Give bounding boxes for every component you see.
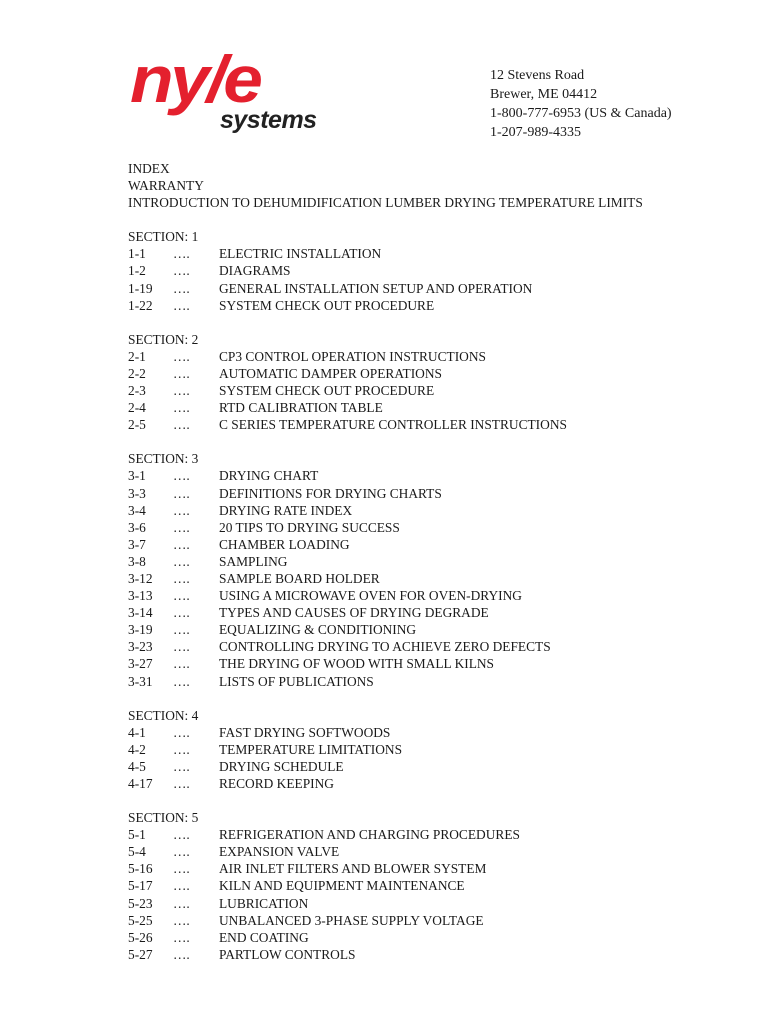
section-heading: SECTION: 1	[128, 229, 199, 245]
toc-entry-number: 4-2	[128, 741, 146, 757]
toc-entry-number: 3-19	[128, 622, 153, 638]
address-city: Brewer, ME 04412	[490, 87, 598, 102]
toc-entry-number: 4-17	[128, 776, 153, 791]
toc-entry-title: SAMPLE BOARD HOLDER	[219, 570, 380, 586]
toc-entry-leader: ….	[173, 605, 190, 621]
logo-wordmark: ny/e	[130, 42, 260, 116]
toc-entry	[128, 485, 748, 502]
toc-entry-title: AUTOMATIC DAMPER OPERATIONS	[219, 365, 442, 381]
toc-entry	[128, 519, 748, 536]
toc-entry-title: RTD CALIBRATION TABLE	[219, 400, 383, 416]
toc-entry-number: 2-4	[128, 400, 146, 416]
table-of-contents	[128, 160, 748, 963]
toc-entry-title: 20 TIPS TO DRYING SUCCESS	[219, 519, 400, 535]
section-heading: SECTION: 4	[128, 707, 199, 723]
toc-entry-leader: ….	[173, 622, 190, 638]
toc-entry-title: SYSTEM CHECK OUT PROCEDURE	[219, 383, 435, 399]
toc-entry-leader: ….	[173, 502, 190, 518]
toc-entry	[128, 775, 748, 792]
toc-entry-number: 1-1	[128, 246, 146, 262]
toc-entry-title: DRYING SCHEDULE	[219, 758, 344, 774]
toc-entry-leader: ….	[173, 383, 190, 399]
toc-entry-number: 3-13	[128, 588, 153, 604]
toc-entry-leader: ….	[173, 895, 190, 911]
section-spacer	[128, 690, 748, 707]
toc-entry-number: 5-26	[128, 929, 153, 945]
toc-entry-leader: ….	[173, 827, 190, 843]
toc-entry-leader: ….	[173, 878, 190, 894]
toc-entry	[128, 399, 748, 416]
toc-index: INDEX	[128, 161, 170, 176]
toc-entry-leader: ….	[173, 365, 190, 381]
toc-entry	[128, 621, 748, 638]
toc-entry-leader: ….	[173, 776, 190, 791]
toc-entry-title: EXPANSION VALVE	[219, 844, 340, 860]
toc-entry	[128, 502, 748, 519]
toc-entry-title: LUBRICATION	[219, 895, 309, 911]
toc-entry	[128, 536, 748, 553]
toc-entry-title: C SERIES TEMPERATURE CONTROLLER INSTRUCTIONS	[219, 417, 567, 433]
toc-entry-number: 3-14	[128, 605, 153, 621]
toc-entry-leader: ….	[173, 553, 190, 569]
address-phone-tollfree: 1-800-777-6953 (US & Canada)	[490, 106, 672, 121]
toc-entry-leader: ….	[173, 536, 190, 552]
toc-entry-number: 3-3	[128, 485, 146, 501]
toc-entry	[128, 365, 748, 382]
toc-entry-number: 3-23	[128, 639, 153, 655]
toc-entry-leader: ….	[173, 280, 190, 296]
toc-entry	[128, 245, 748, 262]
toc-entry-title: DIAGRAMS	[219, 263, 291, 279]
toc-entry	[128, 895, 748, 912]
toc-entry	[128, 843, 748, 860]
toc-entry-title: KILN AND EQUIPMENT MAINTENANCE	[219, 878, 465, 894]
toc-entry-leader: ….	[173, 246, 190, 262]
toc-entry-leader: ….	[173, 297, 190, 313]
toc-entry-number: 3-6	[128, 519, 146, 535]
toc-entry-number: 4-5	[128, 758, 146, 774]
toc-entry-leader: ….	[173, 758, 190, 774]
toc-entry-number: 5-1	[128, 827, 146, 843]
toc-entry	[128, 297, 748, 314]
company-logo	[130, 42, 335, 138]
toc-entry-title: RECORD KEEPING	[219, 776, 334, 791]
toc-entry	[128, 860, 748, 877]
toc-entry-number: 3-4	[128, 502, 146, 518]
logo-subtitle: systems	[220, 106, 317, 134]
toc-entry-leader: ….	[173, 400, 190, 416]
section-spacer	[128, 211, 748, 228]
toc-entry-title: EQUALIZING & CONDITIONING	[219, 622, 417, 638]
toc-entry-number: 4-1	[128, 724, 146, 740]
toc-entry-number: 3-31	[128, 673, 153, 689]
company-address	[490, 66, 672, 142]
toc-entry-title: SYSTEM CHECK OUT PROCEDURE	[219, 297, 435, 313]
section-spacer	[128, 433, 748, 450]
toc-entry-leader: ….	[173, 912, 190, 928]
toc-entry-leader: ….	[173, 656, 190, 672]
toc-entry-title: CP3 CONTROL OPERATION INSTRUCTIONS	[219, 348, 486, 364]
toc-entry	[128, 741, 748, 758]
toc-warranty: WARRANTY	[128, 178, 204, 194]
toc-entry-title: REFRIGERATION AND CHARGING PROCEDURES	[219, 827, 520, 843]
toc-entry-title: PARTLOW CONTROLS	[219, 946, 356, 962]
toc-entry	[128, 724, 748, 741]
toc-entry-number: 3-1	[128, 468, 146, 484]
toc-entry-title: ELECTRIC INSTALLATION	[219, 246, 382, 262]
toc-entry	[128, 280, 748, 297]
toc-entry-title: TYPES AND CAUSES OF DRYING DEGRADE	[219, 605, 489, 621]
toc-entry-leader: ….	[173, 588, 190, 604]
section-spacer	[128, 792, 748, 809]
toc-entry-number: 5-17	[128, 878, 153, 894]
toc-entry-title: UNBALANCED 3-PHASE SUPPLY VOLTAGE	[219, 912, 484, 928]
section-heading: SECTION: 2	[128, 331, 199, 347]
toc-entry-leader: ….	[173, 724, 190, 740]
section-heading: SECTION: 3	[128, 451, 199, 467]
toc-entry	[128, 382, 748, 399]
toc-entry-number: 5-4	[128, 844, 146, 860]
toc-entry-title: TEMPERATURE LIMITATIONS	[219, 741, 403, 757]
toc-entry-number: 1-2	[128, 263, 146, 279]
toc-entry-leader: ….	[173, 570, 190, 586]
toc-entry-title: DRYING CHART	[219, 468, 319, 484]
toc-entry	[128, 587, 748, 604]
toc-entry-leader: ….	[173, 468, 190, 484]
toc-entry-number: 3-27	[128, 656, 153, 672]
toc-introduction: INTRODUCTION TO DEHUMIDIFICATION LUMBER DRYING TEMPERATURE LIMITS	[128, 195, 643, 211]
toc-entry	[128, 912, 748, 929]
toc-entry-title: GENERAL INSTALLATION SETUP AND OPERATION	[219, 280, 533, 296]
toc-entry-number: 2-3	[128, 383, 146, 399]
toc-entry	[128, 946, 748, 963]
toc-entry	[128, 262, 748, 279]
toc-entry	[128, 758, 748, 775]
address-phone-local: 1-207-989-4335	[490, 125, 581, 140]
toc-entry-title: LISTS OF PUBLICATIONS	[219, 673, 374, 689]
toc-entry	[128, 929, 748, 946]
toc-entry	[128, 638, 748, 655]
toc-entry-title: SAMPLING	[219, 553, 288, 569]
toc-entry-leader: ….	[173, 929, 190, 945]
toc-entry-number: 2-5	[128, 417, 146, 433]
toc-entry	[128, 826, 748, 843]
toc-entry-leader: ….	[173, 673, 190, 689]
toc-entry-leader: ….	[173, 348, 190, 364]
toc-entry-title: DEFINITIONS FOR DRYING CHARTS	[219, 485, 442, 501]
toc-entry	[128, 604, 748, 621]
toc-entry-title: CONTROLLING DRYING TO ACHIEVE ZERO DEFECTS	[219, 639, 551, 655]
toc-entry-number: 3-7	[128, 536, 146, 552]
section-heading: SECTION: 5	[128, 810, 199, 826]
toc-entry	[128, 553, 748, 570]
toc-entry	[128, 655, 748, 672]
address-street: 12 Stevens Road	[490, 68, 585, 83]
toc-entry-title: FAST DRYING SOFTWOODS	[219, 724, 391, 740]
toc-entry-number: 2-2	[128, 365, 146, 381]
toc-entry-number: 1-22	[128, 297, 153, 313]
toc-entry-number: 5-23	[128, 895, 153, 911]
toc-entry-leader: ….	[173, 946, 190, 962]
toc-entry-leader: ….	[173, 417, 190, 433]
toc-entry-title: USING A MICROWAVE OVEN FOR OVEN-DRYING	[219, 588, 522, 604]
toc-entry-leader: ….	[173, 741, 190, 757]
toc-entry	[128, 570, 748, 587]
toc-entry-leader: ….	[173, 485, 190, 501]
toc-entry-leader: ….	[173, 519, 190, 535]
toc-entry-title: AIR INLET FILTERS AND BLOWER SYSTEM	[219, 861, 487, 877]
toc-entry-leader: ….	[173, 263, 190, 279]
toc-entry-title: THE DRYING OF WOOD WITH SMALL KILNS	[219, 656, 494, 672]
toc-entry	[128, 348, 748, 365]
toc-entry-number: 2-1	[128, 348, 146, 364]
toc-entry-number: 5-27	[128, 946, 153, 962]
toc-entry-number: 5-25	[128, 912, 153, 928]
toc-entry-number: 3-12	[128, 570, 153, 586]
toc-entry	[128, 877, 748, 894]
toc-entry-number: 5-16	[128, 861, 153, 877]
toc-entry-title: END COATING	[219, 929, 309, 945]
toc-entry	[128, 416, 748, 433]
toc-entry-leader: ….	[173, 639, 190, 655]
toc-entry-title: CHAMBER LOADING	[219, 536, 350, 552]
toc-entry-leader: ….	[173, 861, 190, 877]
toc-entry-leader: ….	[173, 844, 190, 860]
toc-entry	[128, 673, 748, 690]
toc-entry	[128, 467, 748, 484]
toc-entry-title: DRYING RATE INDEX	[219, 502, 353, 518]
section-spacer	[128, 314, 748, 331]
toc-entry-number: 3-8	[128, 553, 146, 569]
toc-entry-number: 1-19	[128, 280, 153, 296]
